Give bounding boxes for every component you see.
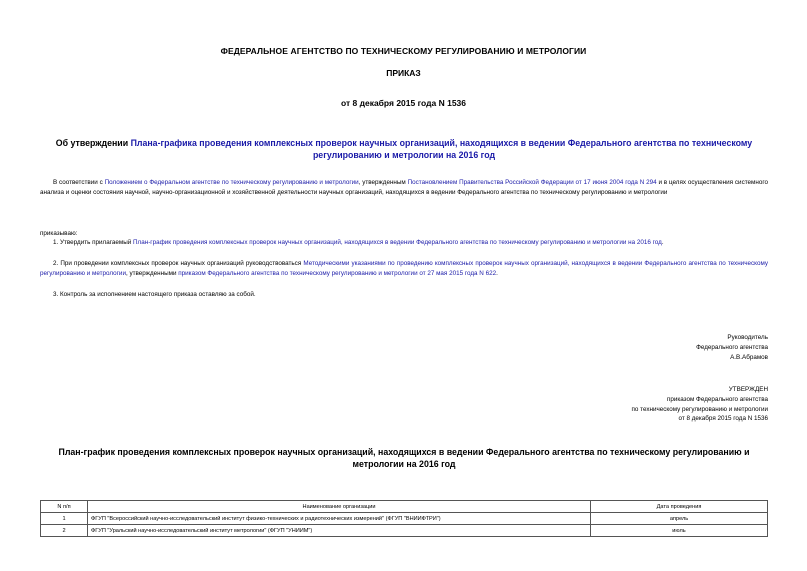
- row-number: 2: [41, 525, 88, 537]
- document-type: ПРИКАЗ: [386, 68, 421, 78]
- signature-block: [696, 333, 768, 362]
- signature-name: А.В.Абрамов: [730, 353, 768, 361]
- regulation-link[interactable]: Положением о Федеральном агентстве по техническому регулированию и метрологии: [104, 179, 359, 186]
- preamble-paragraph: [40, 178, 768, 198]
- document-date: от 8 декабря 2015 года N 1536: [340, 98, 467, 108]
- row-date: июль: [591, 525, 768, 537]
- approval-block: [631, 385, 768, 424]
- order-item-2: [40, 259, 768, 279]
- item2-text-2: , утвержденными: [125, 269, 179, 277]
- approval-line-3: по техническому регулированию и метрологии: [631, 405, 768, 413]
- preamble-text-3: и в целях осуществления системного анализа и оценки состояния научной, научно-организационной и хозяйственной деятельности научных организаций, находящихся в ведении Федерального агентства по техническому регулированию и метрологии: [40, 179, 769, 196]
- agency-heading: ФЕДЕРАЛЬНОЕ АГЕНТСТВО ПО ТЕХНИЧЕСКОМУ РЕГУЛИРОВАНИЮ И МЕТРОЛОГИИ: [220, 46, 587, 56]
- order-word: приказываю:: [40, 230, 78, 237]
- title-prefix: Об утверждении: [55, 138, 131, 148]
- document-title: [40, 138, 768, 161]
- item1-text-2: .: [661, 239, 664, 246]
- approval-label: УТВЕРЖДЕН: [728, 386, 768, 393]
- order-item-3: 3. Контроль за исполнением настоящего приказа оставляю за собой.: [53, 291, 256, 298]
- plan-title: План-график проведения комплексных проверок научных организаций, находящихся в ведении Федерального агентства по техническому регулированию и метрологии на 2016 год: [58, 447, 750, 469]
- header-organization: Наименование организации: [88, 501, 591, 513]
- item1-text-1: 1. Утвердить прилагаемый: [53, 239, 134, 246]
- table-header-row: [41, 501, 768, 513]
- table-row: [41, 513, 768, 525]
- row-organization: ФГУП "Уральский научно-исследовательский институт метрологии" (ФГУП "УНИИМ"): [88, 525, 591, 537]
- approval-line-2: приказом Федерального агентства: [666, 395, 768, 403]
- approval-date: от 8 декабря 2015 года N 1536: [678, 415, 768, 423]
- table-row: [41, 525, 768, 537]
- government-decree-link[interactable]: Постановлением Правительства Российской Федерации от 17 июня 2004 года N 294: [407, 179, 657, 186]
- header-date: Дата проведения: [591, 501, 768, 513]
- signature-position: Руководитель: [727, 334, 768, 341]
- methodical-guidelines-link[interactable]: Методическими указаниями по проведению комплексных проверок научных организаций, находящихся в ведении Федерального агентства по техническому регулированию и метрологии: [40, 260, 769, 277]
- row-organization: ФГУП "Всероссийский научно-исследовательский институт физико-технических и радиотехнических измерений" (ФГУП "ВНИИФТРИ"): [88, 513, 591, 525]
- item2-text-1: 2. При проведении комплексных проверок научных организаций руководствоваться: [53, 260, 304, 267]
- signature-organization: Федерального агентства: [696, 343, 768, 351]
- order-item-1: [40, 238, 768, 248]
- title-plan-link[interactable]: Плана-графика проведения комплексных проверок научных организаций, находящихся в ведении Федерального агентства по техническому регулированию и метрологии на 2016 год: [130, 138, 753, 160]
- agency-order-622-link[interactable]: приказом Федерального агентства по техническому регулированию и метрологии от 27 мая 2015 года N 622: [178, 269, 497, 277]
- plan-table: [40, 500, 768, 537]
- row-number: 1: [41, 513, 88, 525]
- header-number: N п/п: [41, 501, 88, 513]
- item2-text-3: .: [496, 269, 498, 277]
- preamble-text-1: В соответствии с: [53, 179, 105, 186]
- plan-schedule-link[interactable]: План-график проведения комплексных проверок научных организаций, находящихся в ведении Федерального агентства по техническому регулированию и метрологии на 2016 год: [133, 239, 662, 246]
- row-date: апрель: [591, 513, 768, 525]
- preamble-text-2: , утвержденным: [358, 179, 408, 186]
